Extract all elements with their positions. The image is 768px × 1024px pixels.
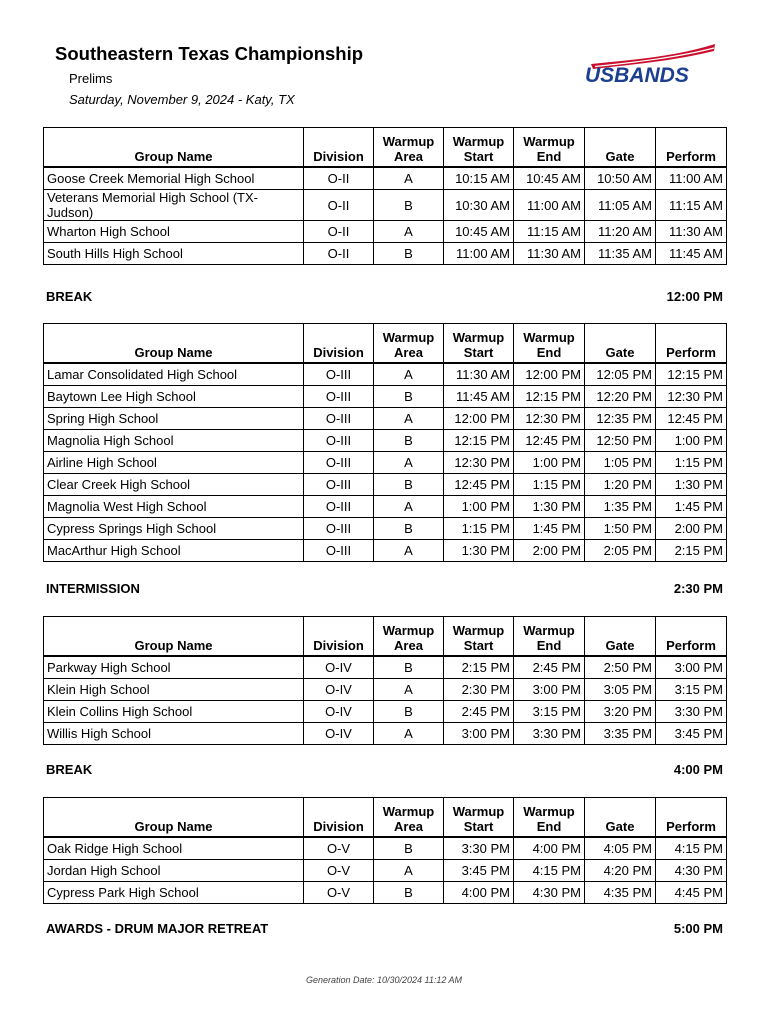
cell-warmup-start: 10:45 AM — [444, 221, 514, 243]
header-perform: Perform — [656, 128, 727, 168]
table-row — [44, 496, 727, 518]
header-group-name: Group Name — [44, 798, 304, 838]
cell-warmup-end: 4:00 PM — [514, 837, 585, 860]
cell-warmup-area: A — [374, 679, 444, 701]
logo-wordmark: USBANDS — [585, 64, 689, 86]
cell-warmup-area: A — [374, 408, 444, 430]
cell-warmup-end: 1:00 PM — [514, 452, 585, 474]
cell-perform: 3:15 PM — [656, 679, 727, 701]
header-division: Division — [304, 798, 374, 838]
cell-gate: 1:50 PM — [585, 518, 656, 540]
cell-warmup-start: 2:30 PM — [444, 679, 514, 701]
cell-warmup-area: B — [374, 882, 444, 904]
round-subtitle: Prelims — [69, 71, 113, 86]
table-row — [44, 474, 727, 496]
table-row — [44, 679, 727, 701]
cell-division: O-III — [304, 430, 374, 452]
header-warmup-area: Warmup Area — [374, 617, 444, 657]
schedule-event-awards — [46, 921, 723, 936]
cell-division: O-V — [304, 882, 374, 904]
generation-date: Generation Date: 10/30/2024 11:12 AM — [305, 975, 463, 985]
cell-gate: 1:05 PM — [585, 452, 656, 474]
table-row — [44, 723, 727, 745]
cell-warmup-end: 11:15 AM — [514, 221, 585, 243]
cell-division: O-V — [304, 837, 374, 860]
cell-division: O-III — [304, 518, 374, 540]
cell-warmup-area: B — [374, 701, 444, 723]
cell-perform: 12:45 PM — [656, 408, 727, 430]
cell-perform: 11:15 AM — [656, 190, 727, 221]
header-gate: Gate — [585, 128, 656, 168]
table-row — [44, 430, 727, 452]
cell-warmup-start: 12:15 PM — [444, 430, 514, 452]
cell-division: O-IV — [304, 679, 374, 701]
table-row — [44, 167, 727, 190]
header-division: Division — [304, 128, 374, 168]
cell-division: O-III — [304, 496, 374, 518]
cell-warmup-end: 12:30 PM — [514, 408, 585, 430]
schedule-table-1 — [43, 127, 727, 265]
cell-gate: 4:20 PM — [585, 860, 656, 882]
table-header-row — [44, 324, 727, 364]
table-row — [44, 656, 727, 679]
cell-warmup-area: B — [374, 518, 444, 540]
schedule-table-3 — [43, 616, 727, 745]
header-division: Division — [304, 324, 374, 364]
cell-division: O-II — [304, 243, 374, 265]
cell-division: O-IV — [304, 701, 374, 723]
schedule-event-break — [46, 289, 723, 304]
header-warmup-area: Warmup Area — [374, 324, 444, 364]
table-row — [44, 540, 727, 562]
cell-warmup-end: 1:30 PM — [514, 496, 585, 518]
cell-warmup-start: 3:00 PM — [444, 723, 514, 745]
cell-gate: 11:20 AM — [585, 221, 656, 243]
table-row — [44, 701, 727, 723]
cell-warmup-area: B — [374, 243, 444, 265]
cell-perform: 1:45 PM — [656, 496, 727, 518]
cell-group-name: Parkway High School — [44, 656, 304, 679]
cell-group-name: Baytown Lee High School — [44, 386, 304, 408]
cell-perform: 3:45 PM — [656, 723, 727, 745]
header-warmup-end: Warmup End — [514, 128, 585, 168]
cell-gate: 3:05 PM — [585, 679, 656, 701]
cell-division: O-III — [304, 540, 374, 562]
cell-warmup-area: A — [374, 540, 444, 562]
cell-group-name: South Hills High School — [44, 243, 304, 265]
cell-warmup-end: 12:15 PM — [514, 386, 585, 408]
cell-warmup-end: 1:15 PM — [514, 474, 585, 496]
header-group-name: Group Name — [44, 128, 304, 168]
table-body — [44, 837, 727, 904]
header-warmup-end: Warmup End — [514, 324, 585, 364]
cell-division: O-II — [304, 221, 374, 243]
cell-gate: 3:20 PM — [585, 701, 656, 723]
cell-group-name: Klein High School — [44, 679, 304, 701]
cell-perform: 11:30 AM — [656, 221, 727, 243]
date-location: Saturday, November 9, 2024 - Katy, TX — [69, 92, 295, 107]
cell-warmup-end: 12:45 PM — [514, 430, 585, 452]
cell-division: O-IV — [304, 656, 374, 679]
cell-group-name: Magnolia High School — [44, 430, 304, 452]
cell-gate: 11:35 AM — [585, 243, 656, 265]
cell-warmup-area: B — [374, 474, 444, 496]
cell-perform: 12:15 PM — [656, 363, 727, 386]
cell-group-name: Oak Ridge High School — [44, 837, 304, 860]
cell-warmup-end: 4:15 PM — [514, 860, 585, 882]
cell-warmup-area: B — [374, 656, 444, 679]
cell-warmup-end: 11:00 AM — [514, 190, 585, 221]
cell-group-name: Lamar Consolidated High School — [44, 363, 304, 386]
cell-division: O-II — [304, 167, 374, 190]
table-row — [44, 363, 727, 386]
header-gate: Gate — [585, 798, 656, 838]
event-label: AWARDS - DRUM MAJOR RETREAT — [46, 921, 269, 936]
cell-warmup-area: A — [374, 167, 444, 190]
cell-warmup-start: 4:00 PM — [444, 882, 514, 904]
cell-warmup-area: A — [374, 452, 444, 474]
table-row — [44, 243, 727, 265]
table-body — [44, 363, 727, 562]
cell-warmup-area: A — [374, 363, 444, 386]
cell-gate: 4:35 PM — [585, 882, 656, 904]
cell-warmup-start: 2:15 PM — [444, 656, 514, 679]
cell-gate: 11:05 AM — [585, 190, 656, 221]
cell-warmup-area: B — [374, 430, 444, 452]
header-group-name: Group Name — [44, 324, 304, 364]
header-group-name: Group Name — [44, 617, 304, 657]
cell-gate: 12:05 PM — [585, 363, 656, 386]
event-time: 5:00 PM — [673, 921, 723, 936]
cell-group-name: Veterans Memorial High School (TX-Judson) — [44, 190, 304, 221]
event-time: 4:00 PM — [673, 762, 723, 777]
table-header-row — [44, 798, 727, 838]
table-header-row — [44, 617, 727, 657]
cell-group-name: Spring High School — [44, 408, 304, 430]
cell-group-name: Cypress Springs High School — [44, 518, 304, 540]
cell-perform: 1:15 PM — [656, 452, 727, 474]
cell-warmup-area: B — [374, 190, 444, 221]
cell-warmup-area: A — [374, 723, 444, 745]
table-row — [44, 882, 727, 904]
cell-division: O-II — [304, 190, 374, 221]
cell-perform: 1:00 PM — [656, 430, 727, 452]
cell-division: O-IV — [304, 723, 374, 745]
table-row — [44, 190, 727, 221]
cell-gate: 12:35 PM — [585, 408, 656, 430]
header-warmup-start: Warmup Start — [444, 798, 514, 838]
schedule-event-break-2 — [46, 762, 723, 777]
cell-gate: 2:50 PM — [585, 656, 656, 679]
cell-division: O-III — [304, 474, 374, 496]
header-perform: Perform — [656, 324, 727, 364]
header-warmup-end: Warmup End — [514, 798, 585, 838]
cell-gate: 12:50 PM — [585, 430, 656, 452]
cell-warmup-area: A — [374, 496, 444, 518]
cell-perform: 12:30 PM — [656, 386, 727, 408]
cell-perform: 11:45 AM — [656, 243, 727, 265]
cell-gate: 1:35 PM — [585, 496, 656, 518]
schedule-table-4 — [43, 797, 727, 904]
header-warmup-area: Warmup Area — [374, 128, 444, 168]
cell-gate: 2:05 PM — [585, 540, 656, 562]
cell-warmup-start: 12:30 PM — [444, 452, 514, 474]
cell-perform: 1:30 PM — [656, 474, 727, 496]
header-warmup-start: Warmup Start — [444, 128, 514, 168]
cell-warmup-end: 3:00 PM — [514, 679, 585, 701]
cell-warmup-end: 10:45 AM — [514, 167, 585, 190]
cell-warmup-end: 1:45 PM — [514, 518, 585, 540]
event-label: BREAK — [46, 762, 93, 777]
cell-warmup-end: 3:30 PM — [514, 723, 585, 745]
cell-warmup-start: 12:00 PM — [444, 408, 514, 430]
cell-warmup-start: 1:00 PM — [444, 496, 514, 518]
header-gate: Gate — [585, 324, 656, 364]
cell-warmup-area: B — [374, 386, 444, 408]
header-perform: Perform — [656, 798, 727, 838]
cell-group-name: Magnolia West High School — [44, 496, 304, 518]
header-division: Division — [304, 617, 374, 657]
cell-warmup-start: 11:45 AM — [444, 386, 514, 408]
cell-division: O-III — [304, 408, 374, 430]
cell-perform: 2:00 PM — [656, 518, 727, 540]
cell-warmup-end: 11:30 AM — [514, 243, 585, 265]
cell-warmup-area: A — [374, 221, 444, 243]
event-label: BREAK — [46, 289, 93, 304]
cell-warmup-start: 3:45 PM — [444, 860, 514, 882]
cell-group-name: Clear Creek High School — [44, 474, 304, 496]
table-header-row — [44, 128, 727, 168]
header-warmup-start: Warmup Start — [444, 617, 514, 657]
cell-warmup-start: 3:30 PM — [444, 837, 514, 860]
schedule-table-2 — [43, 323, 727, 562]
usbands-logo — [583, 42, 717, 86]
table-row — [44, 452, 727, 474]
cell-gate: 10:50 AM — [585, 167, 656, 190]
cell-warmup-end: 3:15 PM — [514, 701, 585, 723]
schedule-event-intermission — [46, 581, 723, 596]
table-row — [44, 386, 727, 408]
event-time: 2:30 PM — [673, 581, 723, 596]
table-row — [44, 408, 727, 430]
cell-gate: 1:20 PM — [585, 474, 656, 496]
cell-perform: 11:00 AM — [656, 167, 727, 190]
cell-perform: 2:15 PM — [656, 540, 727, 562]
cell-gate: 3:35 PM — [585, 723, 656, 745]
cell-warmup-start: 10:30 AM — [444, 190, 514, 221]
cell-division: O-III — [304, 452, 374, 474]
cell-warmup-start: 11:00 AM — [444, 243, 514, 265]
table-body — [44, 656, 727, 745]
cell-group-name: Wharton High School — [44, 221, 304, 243]
header-warmup-area: Warmup Area — [374, 798, 444, 838]
page-title: Southeastern Texas Championship — [55, 43, 364, 64]
cell-perform: 3:00 PM — [656, 656, 727, 679]
table-body — [44, 167, 727, 265]
cell-warmup-start: 2:45 PM — [444, 701, 514, 723]
cell-warmup-end: 12:00 PM — [514, 363, 585, 386]
event-time: 12:00 PM — [666, 289, 723, 304]
table-row — [44, 860, 727, 882]
cell-warmup-area: B — [374, 837, 444, 860]
header-warmup-end: Warmup End — [514, 617, 585, 657]
cell-group-name: Willis High School — [44, 723, 304, 745]
cell-warmup-start: 11:30 AM — [444, 363, 514, 386]
cell-division: O-III — [304, 386, 374, 408]
cell-warmup-area: A — [374, 860, 444, 882]
cell-division: O-III — [304, 363, 374, 386]
cell-gate: 4:05 PM — [585, 837, 656, 860]
cell-division: O-V — [304, 860, 374, 882]
table-row — [44, 518, 727, 540]
header-gate: Gate — [585, 617, 656, 657]
table-row — [44, 837, 727, 860]
cell-group-name: Jordan High School — [44, 860, 304, 882]
cell-group-name: Airline High School — [44, 452, 304, 474]
table-row — [44, 221, 727, 243]
cell-perform: 3:30 PM — [656, 701, 727, 723]
cell-warmup-start: 1:30 PM — [444, 540, 514, 562]
event-label: INTERMISSION — [46, 581, 140, 596]
cell-warmup-end: 2:45 PM — [514, 656, 585, 679]
cell-warmup-start: 10:15 AM — [444, 167, 514, 190]
cell-gate: 12:20 PM — [585, 386, 656, 408]
cell-group-name: Goose Creek Memorial High School — [44, 167, 304, 190]
cell-group-name: Cypress Park High School — [44, 882, 304, 904]
cell-warmup-end: 2:00 PM — [514, 540, 585, 562]
cell-perform: 4:30 PM — [656, 860, 727, 882]
cell-perform: 4:45 PM — [656, 882, 727, 904]
cell-group-name: MacArthur High School — [44, 540, 304, 562]
cell-warmup-end: 4:30 PM — [514, 882, 585, 904]
cell-perform: 4:15 PM — [656, 837, 727, 860]
header-perform: Perform — [656, 617, 727, 657]
cell-group-name: Klein Collins High School — [44, 701, 304, 723]
cell-warmup-start: 12:45 PM — [444, 474, 514, 496]
cell-warmup-start: 1:15 PM — [444, 518, 514, 540]
header-warmup-start: Warmup Start — [444, 324, 514, 364]
